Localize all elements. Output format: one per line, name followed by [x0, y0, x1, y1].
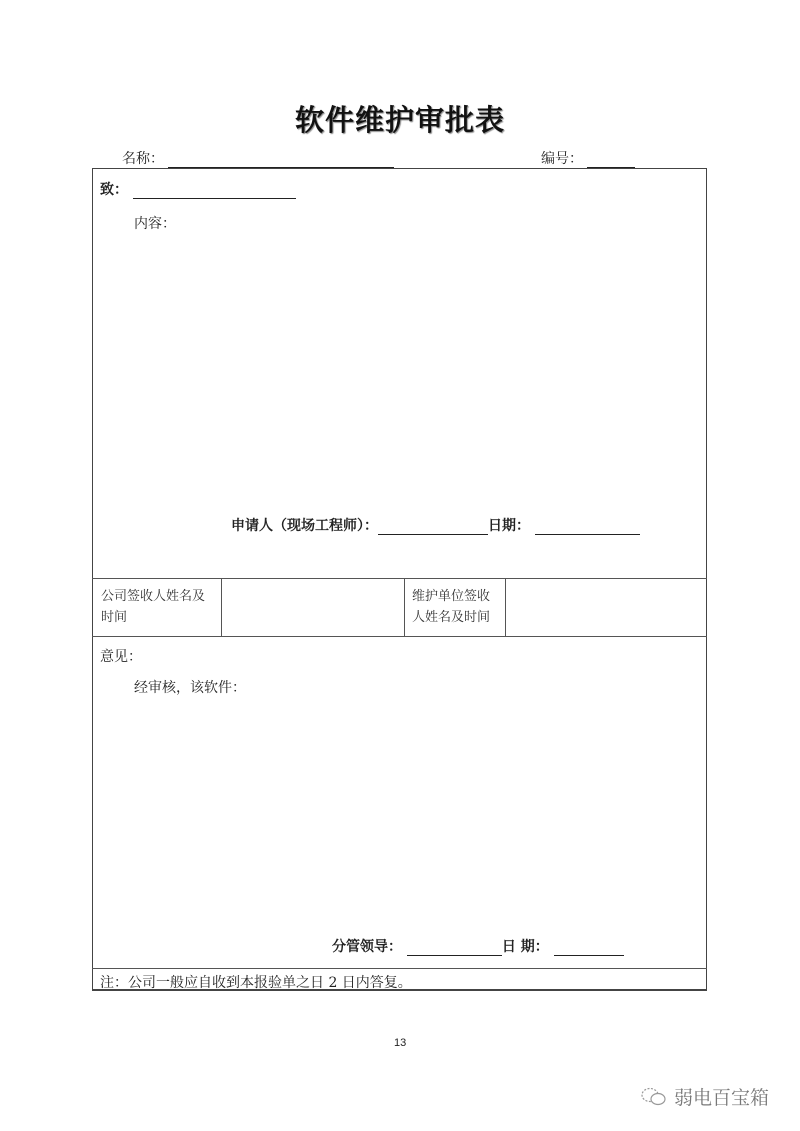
note-text: 注：公司一般应自收到本报验单之日 2 日内答复。	[100, 975, 412, 991]
leader-input-line[interactable]	[407, 941, 502, 956]
divider	[92, 968, 707, 969]
content-label: 内容：	[134, 216, 176, 232]
maintenance-receiver-label: 维护单位签收 人姓名及时间	[412, 589, 491, 625]
name-label: 名称：	[122, 151, 164, 167]
leader-date-input-line[interactable]	[554, 941, 624, 956]
to-input-line[interactable]	[133, 184, 296, 199]
company-receiver-input[interactable]	[223, 580, 403, 635]
wechat-icon	[640, 1087, 674, 1109]
name-field[interactable]	[122, 148, 394, 168]
applicant-date-label: 日期：	[488, 518, 530, 534]
to-field[interactable]	[100, 179, 296, 199]
number-field[interactable]	[541, 148, 635, 168]
divider	[404, 578, 405, 636]
applicant-label: 申请人（现场工程师）：	[231, 518, 378, 534]
number-input-line[interactable]	[587, 153, 635, 168]
opinion-label: 意见：	[100, 649, 142, 665]
divider	[221, 578, 222, 636]
divider	[92, 636, 707, 637]
opinion-area[interactable]	[98, 700, 698, 925]
leader-date-label: 日 期：	[501, 939, 549, 955]
name-input-line[interactable]	[168, 153, 394, 168]
to-label: 致：	[100, 182, 128, 198]
divider	[92, 578, 707, 579]
applicant-field[interactable]	[231, 515, 640, 535]
company-receiver-label: 公司签收人姓名及 时间	[101, 589, 206, 625]
leader-label: 分管领导：	[332, 939, 402, 955]
page-number: 13	[394, 1037, 407, 1049]
divider	[505, 578, 506, 636]
maintenance-receiver-input[interactable]	[507, 580, 705, 635]
watermark	[640, 1083, 769, 1110]
opinion-text: 经审核，该软件：	[134, 680, 246, 696]
leader-field[interactable]	[332, 936, 624, 956]
watermark-text: 弱电百宝箱	[674, 1087, 770, 1109]
applicant-input-line[interactable]	[378, 520, 488, 535]
page-title: 软件维护审批表	[294, 103, 505, 137]
applicant-date-input-line[interactable]	[535, 520, 640, 535]
number-label: 编号：	[541, 151, 583, 167]
content-area[interactable]	[98, 235, 698, 495]
